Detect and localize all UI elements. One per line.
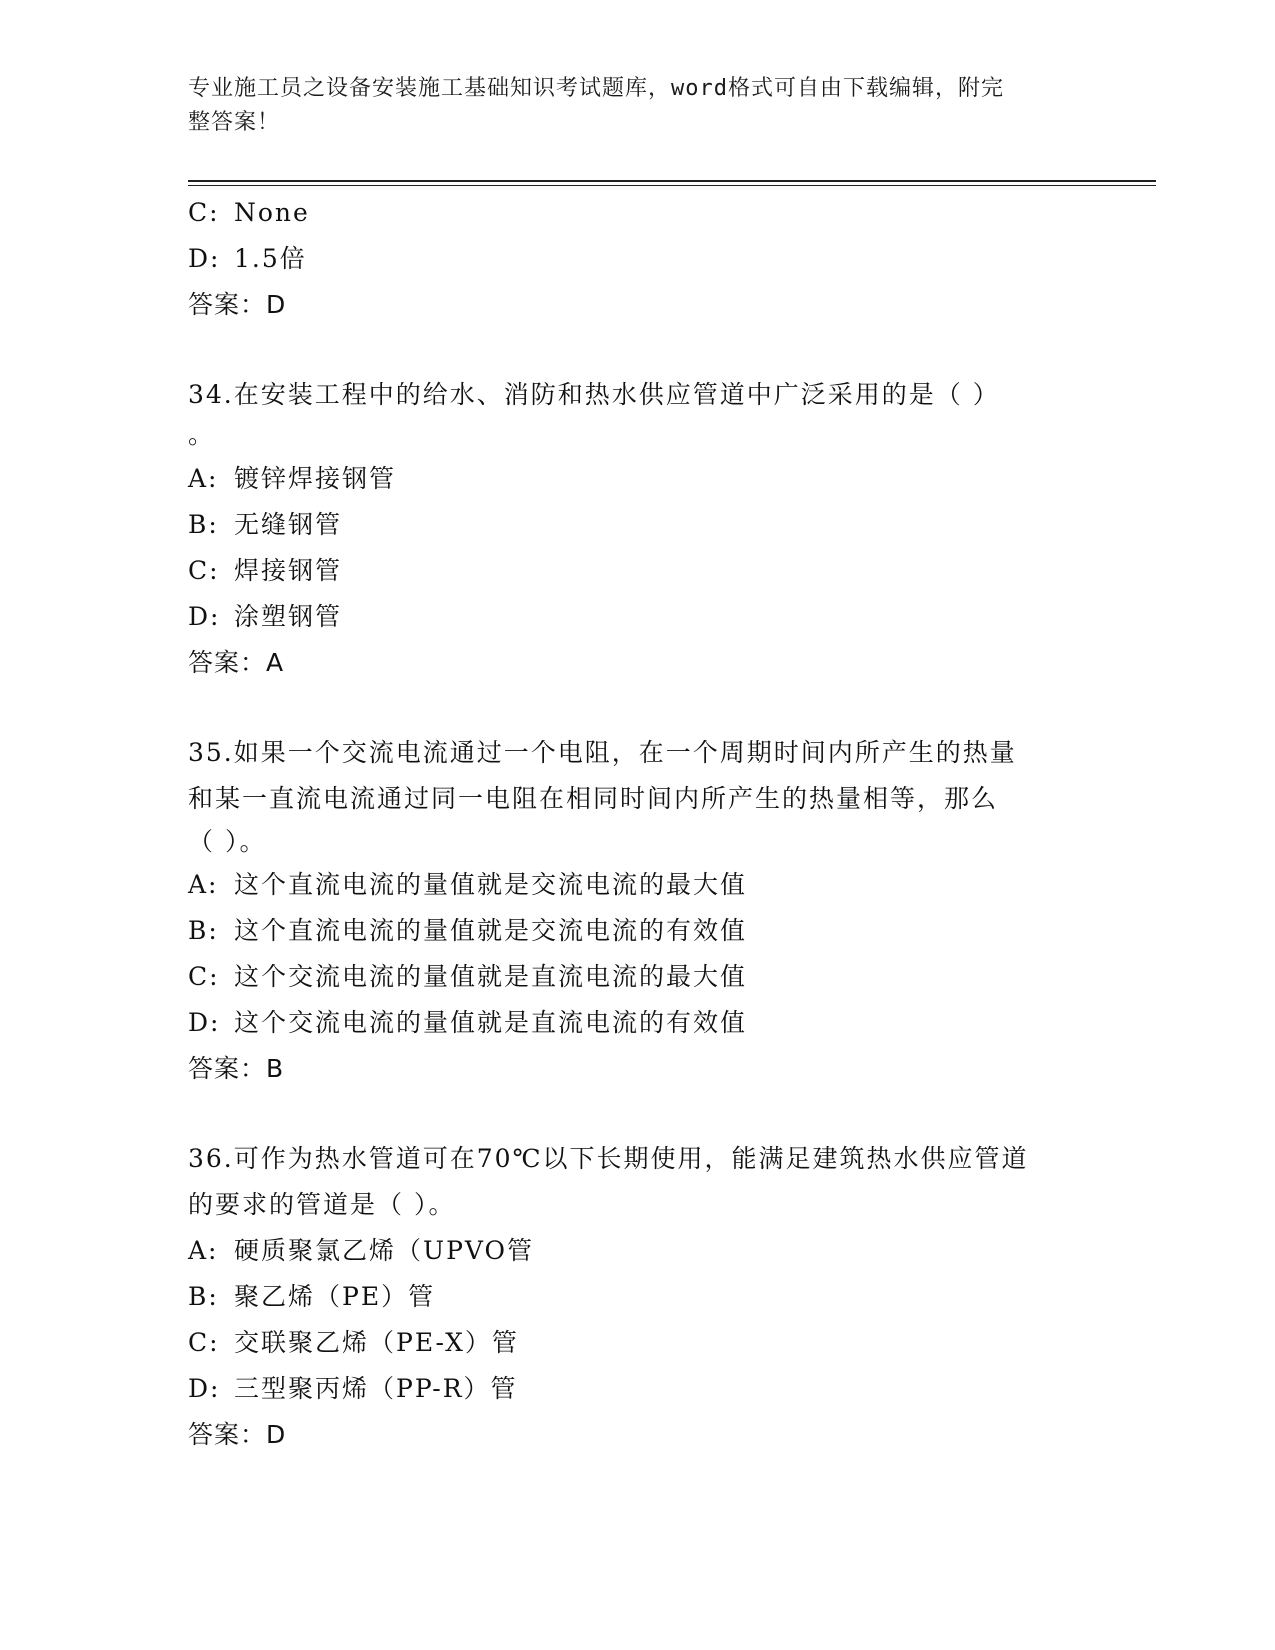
option-d: [188, 594, 1088, 640]
document-header: [188, 72, 1088, 140]
header-divider-thin: [188, 185, 1156, 186]
option-label: D:: [188, 1008, 221, 1037]
question-stem: [188, 372, 1088, 456]
stem-line: 35.如果一个交流电流通过一个电阻，在一个周期时间内所产生的热量: [188, 738, 1017, 767]
option-text: 无缝钢管: [234, 510, 343, 539]
stem-line: 的要求的管道是（ ）。: [188, 1190, 456, 1219]
option-text: 硬质聚氯乙烯（UPVO管: [234, 1236, 535, 1265]
option-c: [188, 548, 1088, 594]
option-label: C:: [188, 1328, 220, 1357]
stem-line: （ ）。: [188, 827, 267, 856]
answer-line: 答案：B: [188, 1054, 285, 1083]
option-text: 聚乙烯（PE）管: [234, 1282, 436, 1311]
option-text: 涂塑钢管: [234, 602, 343, 631]
option-label: D:: [188, 1374, 221, 1403]
option-a: [188, 1228, 1088, 1274]
option-d: [188, 236, 1088, 282]
stem-line: 36.可作为热水管道可在70℃以下长期使用，能满足建筑热水供应管道: [188, 1144, 1029, 1173]
question-stem: [188, 730, 1088, 862]
answer-line: 答案：A: [188, 648, 285, 677]
option-text: 这个直流电流的量值就是交流电流的最大值: [234, 870, 748, 899]
stem-line: 和某一直流电流通过同一电阻在相同时间内所产生的热量相等，那么: [188, 784, 999, 813]
option-b: [188, 502, 1088, 548]
option-a: [188, 456, 1088, 502]
option-text: 这个直流电流的量值就是交流电流的有效值: [234, 916, 748, 945]
option-label: C:: [188, 556, 220, 585]
answer-line: 答案：D: [188, 1420, 287, 1449]
option-label: C:: [188, 962, 220, 991]
answer-line: 答案：D: [188, 290, 287, 319]
option-b: [188, 1274, 1088, 1320]
option-text: 这个交流电流的量值就是直流电流的有效值: [234, 1008, 748, 1037]
option-label: D:: [188, 244, 221, 273]
header-line-2: 整答案！: [188, 110, 281, 135]
option-c: [188, 954, 1088, 1000]
option-text: 镀锌焊接钢管: [234, 464, 397, 493]
header-line-1: 专业施工员之设备安装施工基础知识考试题库，word格式可自由下载编辑，附完: [188, 76, 1004, 101]
option-d: [188, 1000, 1088, 1046]
option-c: [188, 1320, 1088, 1366]
option-label: C:: [188, 198, 220, 227]
option-label: B:: [188, 916, 219, 945]
option-text: None: [234, 198, 310, 227]
stem-line: 。: [188, 420, 216, 449]
header-divider-thick: [188, 180, 1156, 182]
option-label: B:: [188, 1282, 219, 1311]
question-content: [188, 190, 1088, 1458]
option-d: [188, 1366, 1088, 1412]
option-text: 焊接钢管: [234, 556, 343, 585]
stem-line: 34.在安装工程中的给水、消防和热水供应管道中广泛采用的是（ ）: [188, 380, 1000, 409]
option-text: 交联聚乙烯（PE-X）管: [234, 1328, 519, 1357]
option-label: D:: [188, 602, 221, 631]
option-c: [188, 190, 1088, 236]
option-b: [188, 908, 1088, 954]
question-stem: [188, 1136, 1088, 1228]
option-a: [188, 862, 1088, 908]
option-label: A:: [188, 870, 219, 899]
option-label: A:: [188, 1236, 219, 1265]
option-label: B:: [188, 510, 219, 539]
option-text: 三型聚丙烯（PP-R）管: [234, 1374, 518, 1403]
option-text: 1.5倍: [234, 244, 307, 273]
option-label: A:: [188, 464, 219, 493]
option-text: 这个交流电流的量值就是直流电流的最大值: [234, 962, 748, 991]
